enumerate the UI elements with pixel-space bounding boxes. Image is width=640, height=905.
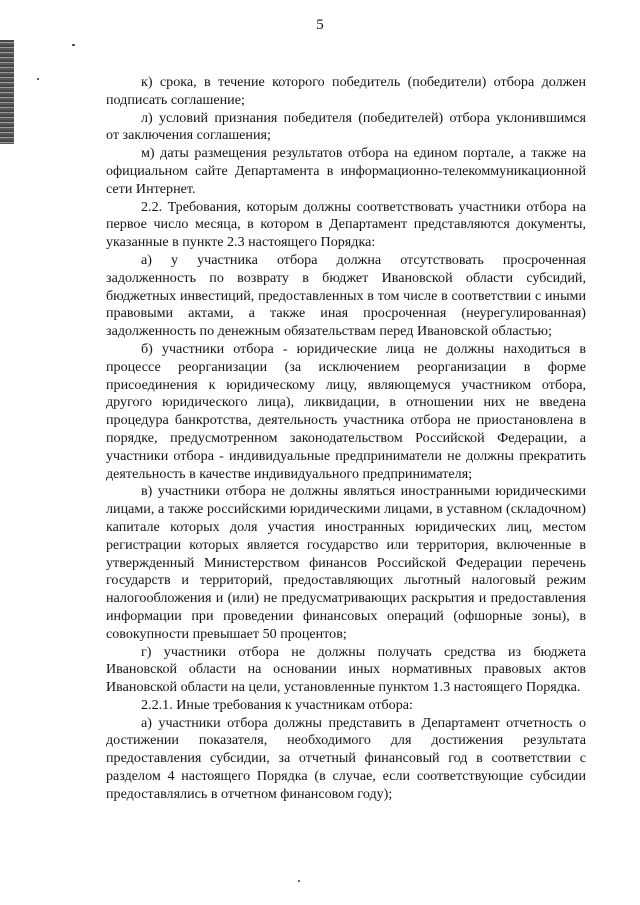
paragraph-2-2-v: в) участники отбора не должны являться иностранными юридическими лицами, а также российскими юридическими лицами, в уставном (складочном) капитале которых доля участия иностранных юридических лиц, местом регистрации которых является государство или территория, включенные в утвержденный Министерством финансов Российской Федерации перечень государств и территорий, предоставляющих льготный налоговый режим налогообложения и (или) не предусматривающих раскрытия и предоставления информации при проведении финансовых операций (офшорные зоны), в совокупности превышает 50 процентов; [106, 483, 586, 642]
page-number: 5 [316, 17, 324, 33]
paragraph-2-2-1: 2.2.1. Иные требования к участникам отбора: [141, 696, 413, 713]
paragraph-2-2-a: а) у участника отбора должна отсутствовать просроченная задолженность по возврату в бюджет Ивановской области субсидий, бюджетных инвестиций, предоставленных в том числе в соответствии с иными правовыми актами, а также иная просроченная (неурегулированная) задолженность по денежным обязательствам перед Ивановской областью; [106, 251, 586, 340]
paragraph-l: л) условий признания победителя (победителей) отбора уклонившимся от заключения соглашения; [106, 109, 586, 144]
scan-speck [298, 880, 300, 882]
paragraph-2-2-1-a: а) участники отбора должны представить в Департамент отчетность о достижении показателя, необходимого для достижения результата предоставления субсидии, за отчетный финансовый год в соответствии с разделом 4 настоящего Порядка (в случае, если соответствующие субсидии предоставлялись в отчетном финансовом году); [106, 714, 586, 802]
scan-speck [72, 44, 75, 46]
paragraph-2-2-b: б) участники отбора - юридические лица не должны находиться в процессе реорганизации (за исключением реорганизации в форме присоединения к юридическому лицу, являющемуся участником отбора, другого юридического лица), ликвидации, в отношении них не введена процедура банкротства, деятельность участника отбора не приостановлена в порядке, предусмотренном законодательством Российской Федерации, а участники отбора - индивидуальные предприниматели не должны прекратить деятельность в качестве индивидуального предпринимателя; [106, 340, 586, 482]
scan-speck [37, 78, 39, 80]
paragraph-m: м) даты размещения результатов отбора на едином портале, а также на официальном сайте Департамента в информационно-телекоммуникационной сети Интернет. [106, 145, 586, 197]
scan-binding-edge [0, 40, 14, 144]
paragraph-2-2-g: г) участники отбора не должны получать средства из бюджета Ивановской области на основании иных нормативных правовых актов Ивановской области на цели, установленные пунктом 1.3 настоящего Порядка. [106, 643, 586, 696]
paragraph-k: к) срока, в течение которого победитель (победители) отбора должен подписать соглашение; [106, 74, 586, 108]
paragraph-2-2: 2.2. Требования, которым должны соответствовать участники отбора на первое число месяца, в котором в Департамент представляются документы, указанные в пункте 2.3 настоящего Порядка: [106, 198, 586, 251]
document-body [106, 74, 586, 804]
